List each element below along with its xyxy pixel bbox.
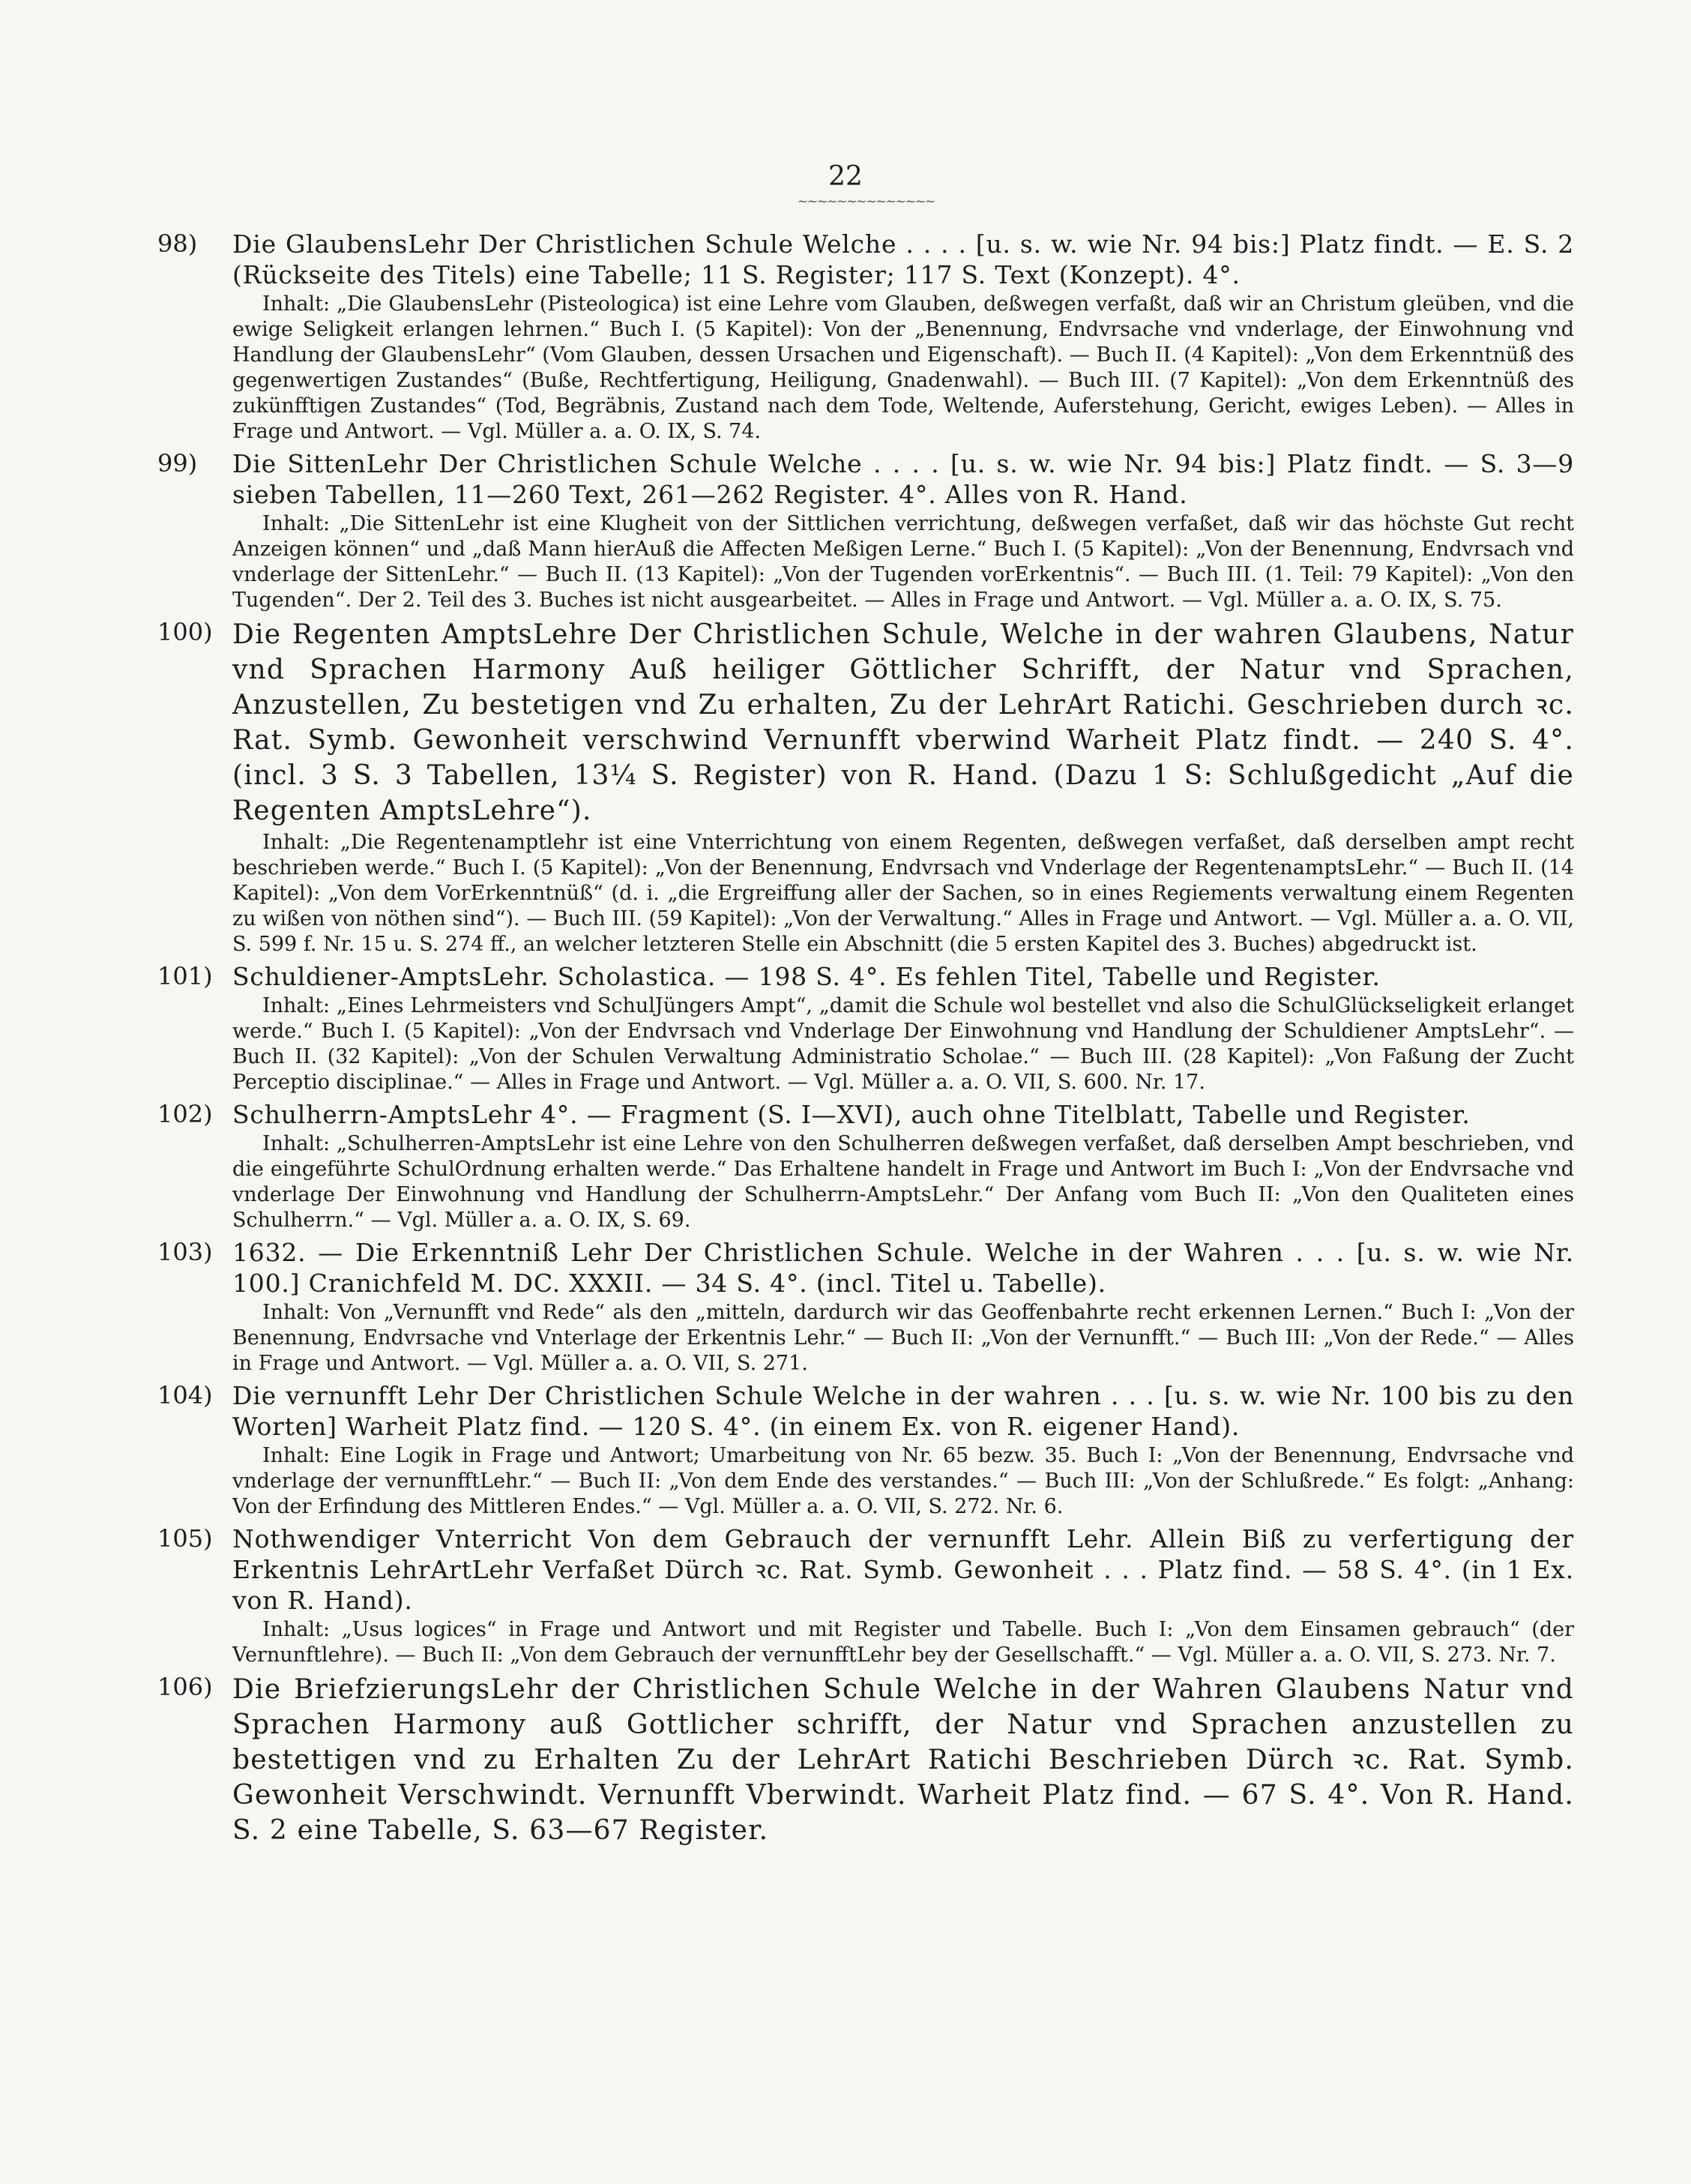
catalog-entry xyxy=(157,1237,1574,1377)
catalog-entry xyxy=(157,1672,1574,1848)
entry-title: Schulherrn-AmptsLehr 4°. — Fragment (S. I—XVI), auch ohne Titelblatt, Tabelle und Register. xyxy=(232,1100,1471,1129)
catalog-entry xyxy=(157,1380,1574,1520)
entry-title: Schuldiener-AmptsLehr. Scholastica. — 198 S. 4°. Es fehlen Titel, Tabelle und Register. xyxy=(232,962,1381,991)
entry-number: 98) xyxy=(157,229,198,258)
catalog-entry xyxy=(157,1523,1574,1668)
entry-number: 101) xyxy=(157,962,213,990)
entry-title: 1632. — Die Erkenntniß Lehr Der Christlichen Schule. Welche in der Wahren . . . [u. s. w. wie Nr. 100.] Cranichfeld M. DC. XXXII. — 34 S. 4°. (incl. Titel u. Tabelle). xyxy=(232,1238,1574,1298)
page-number: 22 xyxy=(828,161,863,192)
catalog-entry xyxy=(157,617,1574,957)
entry-number: 105) xyxy=(157,1524,213,1553)
entry-content: Inhalt: „Schulherren-AmptsLehr ist eine Lehre von den Schulherren deßwegen verfaßet, daß derselben Ampt beschrieben, vnd die eingeführte SchulOrdnung erhalten werde.“ Das Erhaltene handelt in Frage und Antwort im Buch I: „Von der Endvrsache vnd vnderlage Der Einwohnung vnd Handlung der Schulherrn-AmptsLehr.“ Der Anfang vom Buch II: „Von den Qualiteten eines Schulherrn.“ — Vgl. Müller a. a. O. IX, S. 69. xyxy=(232,1132,1574,1232)
entry-title: Die BriefzierungsLehr der Christlichen Schule Welche in der Wahren Glaubens Natur vnd Sprachen Harmony auß Gottlicher schrifft, der Natur vnd Sprachen anzustellen zu bestettigen vnd zu Erhalten Zu der LehrArt Ratichi Beschrieben Dürch ꝛc. Rat. Symb. Gewonheit Verschwindt. Vernunfft Vberwindt. Warheit Platz find. — 67 S. 4°. Von R. Hand. S. 2 eine Tabelle, S. 63—67 Register. xyxy=(232,1674,1574,1846)
entry-title: Die vernunfft Lehr Der Christlichen Schule Welche in der wahren . . . [u. s. w. wie Nr. 100 bis zu den Worten] Warheit Platz find. — 120 S. 4°. (in einem Ex. von R. eigener Hand). xyxy=(232,1381,1574,1441)
catalog-entry xyxy=(157,448,1574,613)
entry-title: Die SittenLehr Der Christlichen Schule Welche . . . . [u. s. w. wie Nr. 94 bis:] Platz findt. — S. 3—9 sieben Tabellen, 11—260 Text, 261—262 Register. 4°. Alles von R. Hand. xyxy=(232,449,1574,509)
catalog-entries xyxy=(157,229,1574,1852)
catalog-entry xyxy=(157,1099,1574,1233)
entry-content: Inhalt: Eine Logik in Frage und Antwort; Umarbeitung von Nr. 65 bezw. 35. Buch I: „Von der Benennung, Endvrsache vnd vnderlage der vernunfftLehr.“ — Buch II: „Von dem Ende des verstandes.“ — Buch III: „Von der Schlußrede.“ Es folgt: „Anhang: Von der Erfindung des Mittleren Endes.“ — Vgl. Müller a. a. O. VII, S. 272. Nr. 6. xyxy=(232,1444,1574,1518)
entry-title: Die Regenten AmptsLehre Der Christlichen Schule, Welche in der wahren Glaubens, Natur vnd Sprachen Harmony Auß heiliger Göttlicher Schrifft, der Natur vnd Sprachen, Anzustellen, Zu bestetigen vnd Zu erhalten, Zu der LehrArt Ratichi. Geschrieben durch ꝛc. Rat. Symb. Gewonheit verschwind Vernunfft vberwind Warheit Platz findt. — 240 S. 4°. (incl. 3 S. 3 Tabellen, 13¼ S. Register) von R. Hand. (Dazu 1 S: Schlußgedicht „Auf die Regenten AmptsLehre“). xyxy=(232,619,1574,826)
header-ornament: ~~~~~~~~~~~~~~ xyxy=(797,193,935,209)
entry-number: 100) xyxy=(157,618,213,646)
catalog-entry xyxy=(157,961,1574,1095)
catalog-entry xyxy=(157,229,1574,445)
entry-number: 104) xyxy=(157,1381,213,1410)
entry-number: 106) xyxy=(157,1673,213,1701)
entry-number: 99) xyxy=(157,449,198,478)
entry-number: 102) xyxy=(157,1100,213,1128)
entry-title: Die GlaubensLehr Der Christlichen Schule Welche . . . . [u. s. w. wie Nr. 94 bis:] Platz findt. — E. S. 2 (Rückseite des Titels) eine Tabelle; 11 S. Register; 117 S. Text (Konzept). 4°. xyxy=(232,229,1574,289)
entry-number: 103) xyxy=(157,1238,213,1266)
entry-content: Inhalt: „Usus logices“ in Frage und Antwort und mit Register und Tabelle. Buch I: „Von dem Einsamen gebrauch“ (der Vernunftlehre). — Buch II: „Von dem Gebrauch der vernunfftLehr bey der Gesellschafft.“ — Vgl. Müller a. a. O. VII, S. 273. Nr. 7. xyxy=(232,1618,1574,1667)
entry-content: Inhalt: Von „Vernunfft vnd Rede“ als den „mitteln, dardurch wir das Geoffenbahrte recht erkennen Lernen.“ Buch I: „Von der Benennung, Endvrsache vnd Vnterlage der Erkentnis Lehr.“ — Buch II: „Von der Vernunfft.“ — Buch III: „Von der Rede.“ — Alles in Frage und Antwort. — Vgl. Müller a. a. O. VII, S. 271. xyxy=(232,1301,1574,1375)
entry-content: Inhalt: „Die Regentenamptlehr ist eine Vnterrichtung von einem Regenten, deßwegen verfaßet, daß derselben ampt recht beschrieben werde.“ Buch I. (5 Kapitel): „Von der Benennung, Endvrsach vnd Vnderlage der RegentenamptsLehr.“ — Buch II. (14 Kapitel): „Von dem VorErkenntnüß“ (d. i. „die Ergreiffung aller der Sachen, so in eines Regiements verwaltung einem Regenten zu wißen von nöthen sind“). — Buch III. (59 Kapitel): „Von der Verwaltung.“ Alles in Frage und Antwort. — Vgl. Müller a. a. O. VII, S. 599 f. Nr. 15 u. S. 274 ff., an welcher letzteren Stelle ein Abschnitt (die 5 ersten Kapitel des 3. Buches) abgedruckt ist. xyxy=(232,831,1574,956)
entry-content: Inhalt: „Die GlaubensLehr (Pisteologica) ist eine Lehre vom Glauben, deßwegen verfaßt, daß wir an Christum gleüben, vnd die ewige Seligkeit erlangen lehrnen.“ Buch I. (5 Kapitel): Von der „Benennung, Endvrsache vnd vnderlage, der Einwohnung vnd Handlung der GlaubensLehr“ (Vom Glauben, dessen Ursachen und Eigenschaft). — Buch II. (4 Kapitel): „Von dem Erkenntnüß des gegenwertigen Zustandes“ (Buße, Rechtfertigung, Heiligung, Gnadenwahl). — Buch III. (7 Kapitel): „Von dem Erkenntnüß des zukünfftigen Zustandes“ (Tod, Begräbnis, Zustand nach dem Tode, Weltende, Auferstehung, Gericht, ewiges Leben). — Alles in Frage und Antwort. — Vgl. Müller a. a. O. IX, S. 74. xyxy=(232,292,1574,443)
entry-content: Inhalt: „Eines Lehrmeisters vnd SchulJüngers Ampt“, „damit die Schule wol bestellet vnd also die SchulGlückseligkeit erlanget werde.“ Buch I. (5 Kapitel): „Von der Endvrsach vnd Vnderlage Der Einwohnung vnd Handlung der Schuldiener AmptsLehr“. — Buch II. (32 Kapitel): „Von der Schulen Verwaltung Administratio Scholae.“ — Buch III. (28 Kapitel): „Von Faßung der Zucht Perceptio disciplinae.“ — Alles in Frage und Antwort. — Vgl. Müller a. a. O. VII, S. 600. Nr. 17. xyxy=(232,994,1574,1094)
entry-content: Inhalt: „Die SittenLehr ist eine Klugheit von der Sittlichen verrichtung, deßwegen verfaßet, daß wir das höchste Gut recht Anzeigen können“ und „daß Mann hierAuß die Affecten Meßigen Lerne.“ Buch I. (5 Kapitel): „Von der Benennung, Endvrsach vnd vnderlage der SittenLehr.“ — Buch II. (13 Kapitel): „Von der Tugenden vorErkentnis“. — Buch III. (1. Teil: 79 Kapitel): „Von den Tugenden“. Der 2. Teil des 3. Buches ist nicht ausgearbeitet. — Alles in Frage und Antwort. — Vgl. Müller a. a. O. IX, S. 75. xyxy=(232,512,1574,612)
entry-title: Nothwendiger Vnterricht Von dem Gebrauch der vernunfft Lehr. Allein Biß zu verfertigung der Erkentnis LehrArtLehr Verfaßet Dürch ꝛc. Rat. Symb. Gewonheit . . . Platz find. — 58 S. 4°. (in 1 Ex. von R. Hand). xyxy=(232,1524,1574,1615)
